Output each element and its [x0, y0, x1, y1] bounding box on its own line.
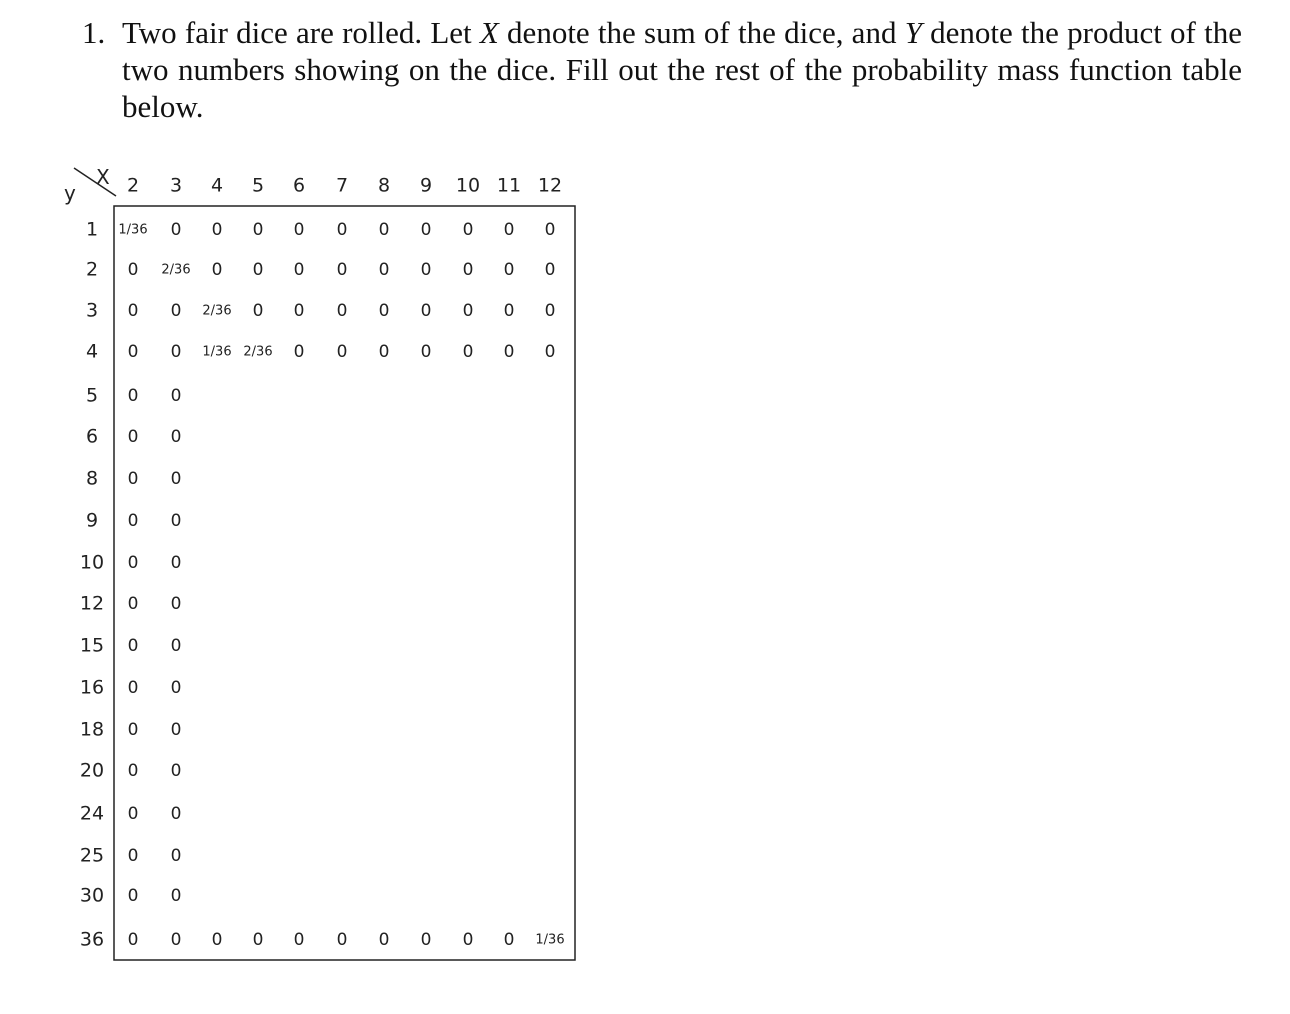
- cell-y4-x6: 0: [293, 342, 305, 362]
- cell-y9-x2: 0: [127, 511, 139, 531]
- cell-y24-x2: 0: [127, 804, 139, 824]
- cell-y1-x9: 0: [420, 220, 432, 240]
- cell-y8-x2: 0: [127, 469, 139, 489]
- row-label-y-4: 4: [85, 340, 99, 363]
- cell-y1-x3: 0: [170, 220, 182, 240]
- cell-y30-x3: 0: [170, 886, 182, 906]
- row-label-y-10: 10: [79, 551, 105, 574]
- corner-y-label: y: [64, 181, 76, 205]
- column-header-x-2: 2: [126, 174, 140, 197]
- column-header-x-8: 8: [377, 174, 391, 197]
- cell-y15-x2: 0: [127, 636, 139, 656]
- row-label-y-3: 3: [85, 299, 99, 322]
- cell-y16-x2: 0: [127, 678, 139, 698]
- cell-y1-x12: 0: [544, 220, 556, 240]
- cell-y2-x8: 0: [378, 260, 390, 280]
- cell-y2-x12: 0: [544, 260, 556, 280]
- cell-y1-x5: 0: [252, 220, 264, 240]
- cell-y12-x3: 0: [170, 594, 182, 614]
- cell-y2-x10: 0: [462, 260, 474, 280]
- cell-y1-x7: 0: [336, 220, 348, 240]
- cell-y4-x7: 0: [336, 342, 348, 362]
- cell-y4-x11: 0: [503, 342, 515, 362]
- cell-y4-x5: 2/36: [243, 344, 273, 360]
- cell-y2-x11: 0: [503, 260, 515, 280]
- variable-y: Y: [904, 15, 922, 50]
- cell-y3-x9: 0: [420, 301, 432, 321]
- cell-y30-x2: 0: [127, 886, 139, 906]
- cell-y3-x3: 0: [170, 301, 182, 321]
- cell-y10-x3: 0: [170, 553, 182, 573]
- column-header-x-5: 5: [251, 174, 265, 197]
- cell-y4-x3: 0: [170, 342, 182, 362]
- column-header-x-7: 7: [335, 174, 349, 197]
- cell-y18-x2: 0: [127, 720, 139, 740]
- row-label-y-24: 24: [79, 802, 105, 825]
- cell-y3-x2: 0: [127, 301, 139, 321]
- cell-y24-x3: 0: [170, 804, 182, 824]
- cell-y3-x12: 0: [544, 301, 556, 321]
- table-cells: [118, 220, 564, 950]
- column-header-x-11: 11: [496, 174, 522, 197]
- row-label-y-2: 2: [85, 258, 99, 281]
- cell-y36-x8: 0: [378, 930, 390, 950]
- cell-y6-x2: 0: [127, 427, 139, 447]
- cell-y36-x2: 0: [127, 930, 139, 950]
- cell-y4-x9: 0: [420, 342, 432, 362]
- cell-y36-x5: 0: [252, 930, 264, 950]
- cell-y9-x3: 0: [170, 511, 182, 531]
- cell-y36-x11: 0: [503, 930, 515, 950]
- problem-text-part-2: denote the sum of the dice, and: [498, 15, 905, 50]
- cell-y1-x6: 0: [293, 220, 305, 240]
- cell-y36-x9: 0: [420, 930, 432, 950]
- problem-text-part-3: denote the product of the two numbers showing on the dice. Fill out the rest of the probability mass function table below.: [122, 15, 1242, 124]
- cell-y25-x2: 0: [127, 846, 139, 866]
- cell-y3-x7: 0: [336, 301, 348, 321]
- cell-y20-x3: 0: [170, 761, 182, 781]
- column-header-x-12: 12: [537, 174, 563, 197]
- cell-y8-x3: 0: [170, 469, 182, 489]
- column-header-x-9: 9: [419, 174, 433, 197]
- cell-y4-x12: 0: [544, 342, 556, 362]
- cell-y3-x10: 0: [462, 301, 474, 321]
- row-label-y-9: 9: [85, 509, 99, 532]
- row-label-y-36: 36: [79, 928, 105, 951]
- cell-y36-x6: 0: [293, 930, 305, 950]
- cell-y2-x7: 0: [336, 260, 348, 280]
- cell-y18-x3: 0: [170, 720, 182, 740]
- row-label-y-12: 12: [79, 592, 105, 615]
- cell-y4-x4: 1/36: [202, 344, 232, 360]
- row-label-y-15: 15: [79, 634, 105, 657]
- cell-y36-x3: 0: [170, 930, 182, 950]
- row-label-y-16: 16: [79, 676, 105, 699]
- row-labels: [80, 219, 104, 951]
- cell-y3-x11: 0: [503, 301, 515, 321]
- column-header-x-6: 6: [292, 174, 306, 197]
- cell-y1-x2: 1/36: [118, 222, 148, 238]
- cell-y36-x10: 0: [462, 930, 474, 950]
- row-label-y-1: 1: [85, 218, 99, 241]
- cell-y6-x3: 0: [170, 427, 182, 447]
- cell-y1-x4: 0: [211, 220, 223, 240]
- cell-y25-x3: 0: [170, 846, 182, 866]
- row-label-y-30: 30: [79, 884, 105, 907]
- cell-y10-x2: 0: [127, 553, 139, 573]
- cell-y2-x6: 0: [293, 260, 305, 280]
- column-headers: [127, 175, 562, 197]
- cell-y1-x10: 0: [462, 220, 474, 240]
- cell-y20-x2: 0: [127, 761, 139, 781]
- column-header-x-3: 3: [169, 174, 183, 197]
- variable-x: X: [479, 15, 499, 50]
- corner-x-label: X: [96, 165, 110, 189]
- cell-y2-x3: 2/36: [161, 262, 191, 278]
- cell-y36-x12: 1/36: [535, 932, 565, 948]
- row-label-y-25: 25: [79, 844, 105, 867]
- cell-y3-x6: 0: [293, 301, 305, 321]
- cell-y4-x8: 0: [378, 342, 390, 362]
- cell-y4-x2: 0: [127, 342, 139, 362]
- row-label-y-20: 20: [79, 759, 105, 782]
- row-label-y-18: 18: [79, 718, 105, 741]
- cell-y3-x8: 0: [378, 301, 390, 321]
- row-label-y-8: 8: [85, 467, 99, 490]
- cell-y36-x7: 0: [336, 930, 348, 950]
- cell-y1-x8: 0: [378, 220, 390, 240]
- cell-y3-x5: 0: [252, 301, 264, 321]
- cell-y2-x5: 0: [252, 260, 264, 280]
- cell-y4-x10: 0: [462, 342, 474, 362]
- cell-y2-x2: 0: [127, 260, 139, 280]
- cell-y16-x3: 0: [170, 678, 182, 698]
- cell-y15-x3: 0: [170, 636, 182, 656]
- cell-y2-x9: 0: [420, 260, 432, 280]
- cell-y5-x2: 0: [127, 386, 139, 406]
- problem-text-part-1: Two fair dice are rolled. Let: [122, 15, 480, 50]
- cell-y12-x2: 0: [127, 594, 139, 614]
- cell-y1-x11: 0: [503, 220, 515, 240]
- cell-y2-x4: 0: [211, 260, 223, 280]
- column-header-x-10: 10: [455, 174, 481, 197]
- row-label-y-6: 6: [85, 425, 99, 448]
- row-label-y-5: 5: [85, 384, 99, 407]
- cell-y5-x3: 0: [170, 386, 182, 406]
- cell-y3-x4: 2/36: [202, 303, 232, 319]
- column-header-x-4: 4: [210, 174, 224, 197]
- problem-number: 1.: [82, 15, 106, 50]
- cell-y36-x4: 0: [211, 930, 223, 950]
